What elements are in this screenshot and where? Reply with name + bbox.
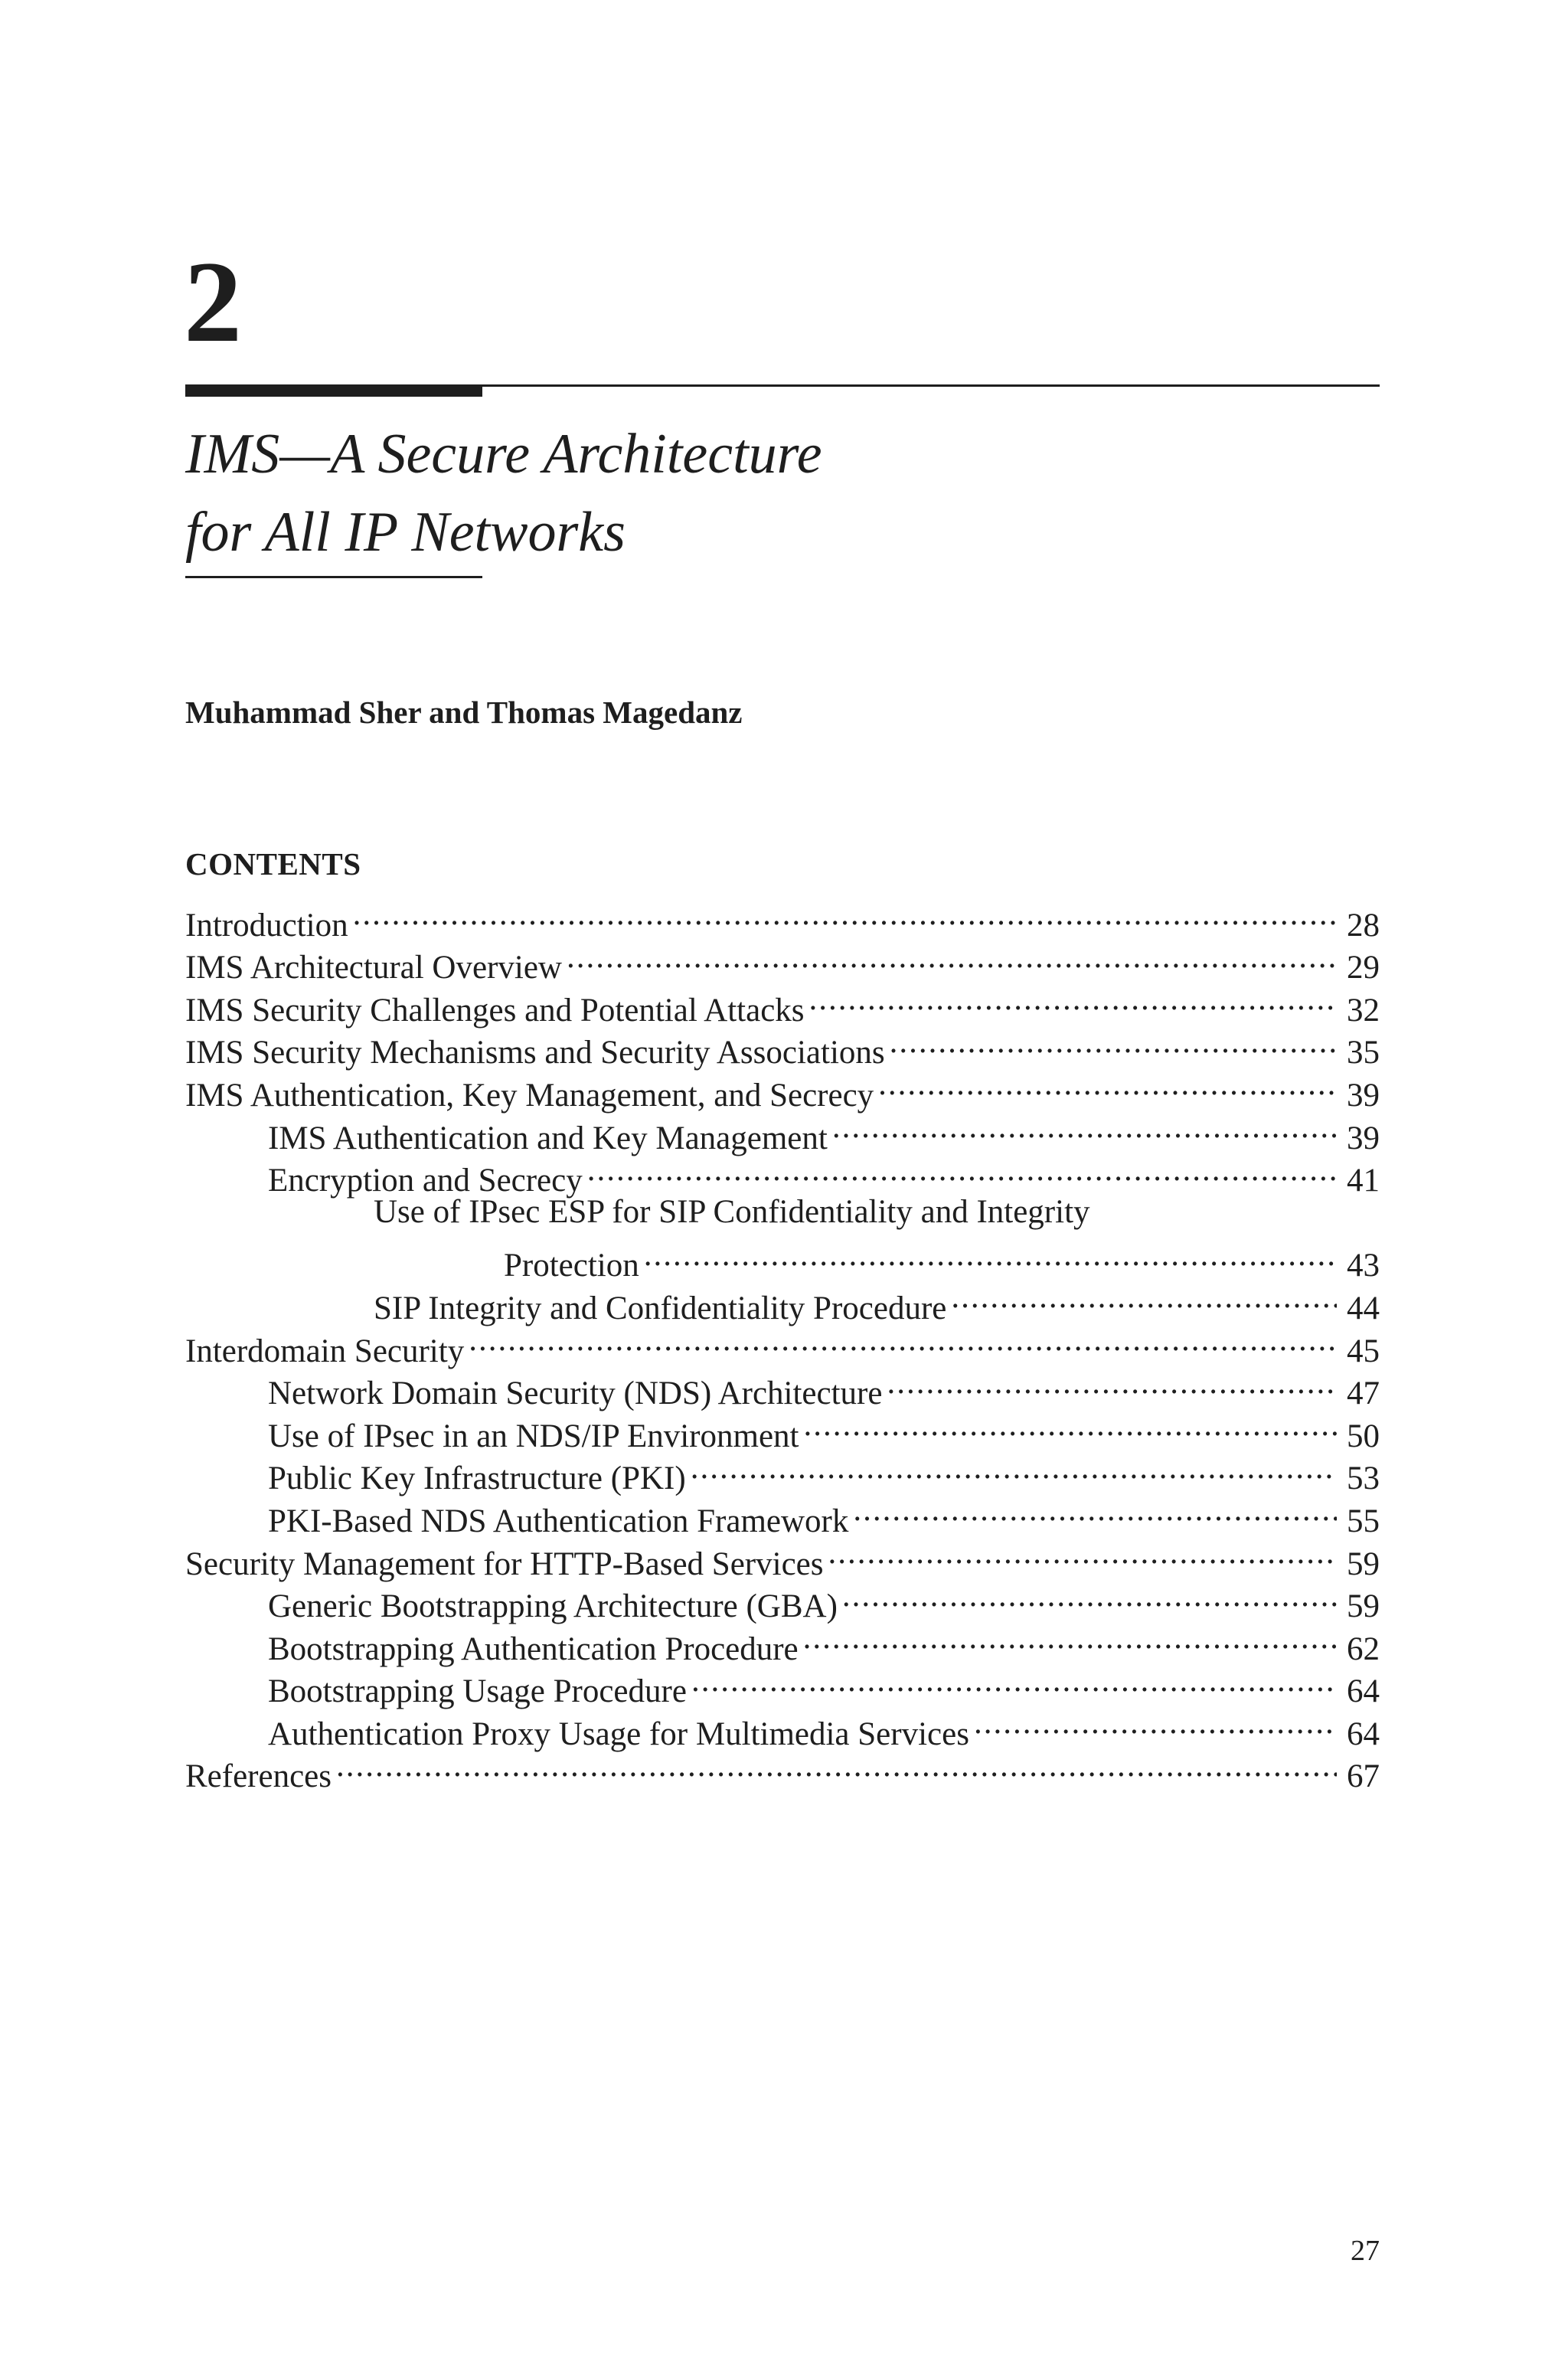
toc-entry-page: 55 <box>1347 1503 1380 1539</box>
toc-dot-leader <box>842 1575 1337 1617</box>
table-of-contents <box>185 893 1380 1795</box>
toc-entry-page: 44 <box>1347 1290 1380 1326</box>
toc-entry-page: 47 <box>1347 1375 1380 1412</box>
toc-entry-page: 29 <box>1347 950 1380 986</box>
chapter-rule-thin <box>482 384 1380 387</box>
toc-entry <box>185 1276 1380 1326</box>
toc-entry-page: 53 <box>1347 1460 1380 1497</box>
toc-dot-leader <box>567 936 1337 979</box>
toc-entry-title: Generic Bootstrapping Architecture (GBA) <box>268 1588 838 1625</box>
toc-entry-title: Bootstrapping Authentication Procedure <box>268 1630 799 1667</box>
toc-entry-continuation <box>185 1234 1380 1284</box>
toc-dot-leader <box>951 1276 1337 1319</box>
toc-entry-page: 59 <box>1347 1588 1380 1625</box>
toc-dot-leader <box>828 1532 1337 1575</box>
toc-entry-page: 50 <box>1347 1418 1380 1454</box>
contents-heading: CONTENTS <box>185 846 361 881</box>
toc-dot-leader <box>587 1149 1337 1192</box>
toc-dot-leader <box>887 1362 1337 1405</box>
toc-entry-title: IMS Security Challenges and Potential Attacks <box>185 992 805 1029</box>
toc-entry-title: Authentication Proxy Usage for Multimedia Services <box>268 1715 969 1752</box>
toc-entry-page: 43 <box>1347 1248 1380 1284</box>
toc-entry-page: 39 <box>1347 1120 1380 1156</box>
toc-dot-leader <box>691 1660 1337 1702</box>
toc-entry-page: 35 <box>1347 1035 1380 1071</box>
toc-entry-page: 41 <box>1347 1163 1380 1199</box>
title-underline-rule <box>185 576 482 578</box>
toc-dot-leader <box>803 1617 1337 1660</box>
toc-dot-leader <box>803 1404 1337 1447</box>
toc-entry-title-continuation: Protection <box>504 1248 639 1284</box>
toc-dot-leader <box>809 978 1337 1021</box>
toc-entry <box>185 1319 1380 1369</box>
toc-entry-title: Use of IPsec ESP for SIP Confidentiality and Integrity <box>374 1194 1090 1231</box>
toc-entry-page: 67 <box>1347 1758 1380 1795</box>
toc-entry-title: Use of IPsec in an NDS/IP Environment <box>268 1418 799 1454</box>
toc-dot-leader <box>336 1745 1337 1787</box>
toc-dot-leader <box>974 1702 1337 1745</box>
toc-entry-title: Security Management for HTTP-Based Services <box>185 1545 824 1582</box>
toc-dot-leader <box>691 1447 1337 1490</box>
toc-dot-leader <box>469 1319 1337 1362</box>
toc-dot-leader <box>890 1021 1337 1064</box>
toc-entry-title: PKI-Based NDS Authentication Framework <box>268 1503 849 1539</box>
toc-dot-leader <box>853 1489 1337 1532</box>
toc-dot-leader <box>878 1063 1337 1106</box>
chapter-title-line-2: for All IP Networks <box>185 501 626 564</box>
chapter-rule-thick <box>185 384 482 397</box>
chapter-number: 2 <box>184 237 242 366</box>
toc-entry-title: Interdomain Security <box>185 1333 465 1369</box>
toc-entry-page: 62 <box>1347 1630 1380 1667</box>
toc-entry-title: IMS Authentication and Key Management <box>268 1120 828 1156</box>
toc-entry-page: 32 <box>1347 992 1380 1029</box>
toc-entry-title: Encryption and Secrecy <box>268 1163 583 1199</box>
toc-entry-title: Network Domain Security (NDS) Architecture <box>268 1375 883 1412</box>
toc-entry-title: SIP Integrity and Confidentiality Procedure <box>374 1290 947 1326</box>
toc-dot-leader <box>832 1106 1337 1149</box>
toc-entry-page: 59 <box>1347 1545 1380 1582</box>
page-number: 27 <box>1351 2235 1380 2267</box>
toc-entry-title: IMS Architectural Overview <box>185 950 562 986</box>
toc-dot-leader <box>644 1234 1337 1277</box>
toc-entry-page: 39 <box>1347 1077 1380 1114</box>
toc-entry-page: 64 <box>1347 1673 1380 1710</box>
toc-entry-title: Public Key Infrastructure (PKI) <box>268 1460 686 1497</box>
toc-entry-page: 45 <box>1347 1333 1380 1369</box>
chapter-title <box>185 415 1334 571</box>
toc-entry <box>185 936 1380 986</box>
toc-entry <box>185 1745 1380 1795</box>
toc-entry <box>185 893 1380 944</box>
toc-entry-page: 64 <box>1347 1715 1380 1752</box>
toc-entry-page: 28 <box>1347 907 1380 944</box>
chapter-authors: Muhammad Sher and Thomas Magedanz <box>185 695 743 730</box>
toc-entry-title: IMS Authentication, Key Management, and Secrecy <box>185 1077 874 1114</box>
toc-entry-title: IMS Security Mechanisms and Security Associations <box>185 1035 885 1071</box>
chapter-title-line-1: IMS—A Secure Architecture <box>185 423 822 486</box>
toc-entry-title: References <box>185 1758 332 1795</box>
toc-dot-leader <box>353 893 1337 936</box>
toc-entry-title: Bootstrapping Usage Procedure <box>268 1673 687 1710</box>
toc-entry-title: Introduction <box>185 907 348 944</box>
